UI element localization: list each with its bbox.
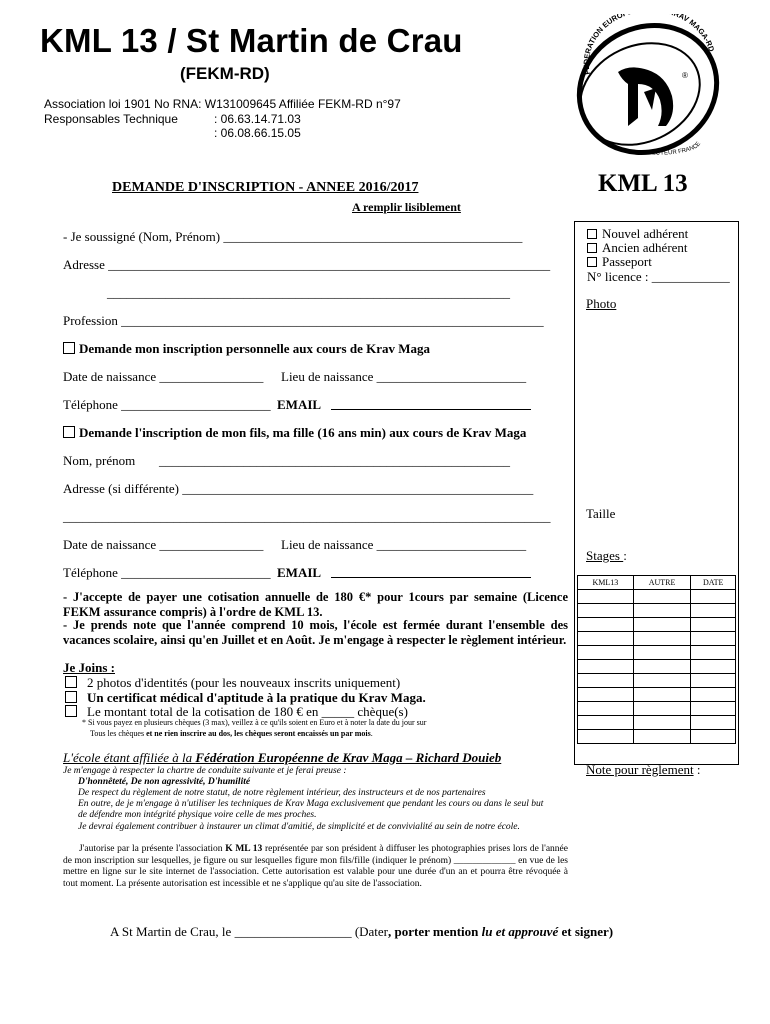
auth-text-c: représentée par son président à diffuser les photographies prises lors de l'année de mon inscription sur lesquelles, je figure ou sur lesquelles figure mon fils/fille (indiquer le prénom) _____________ en vue de les mettre en ligne sur le site internet de l'association. Cette autorisation est valable pour une durée d'un an et pourra être révoquée à tout moment. La présente autorisation est incessible et ne s'applique qu'au site de l'association. — [63, 844, 568, 889]
annee-terms: - Je prends note que l'année comprend 10 mois, l'école est fermée durant l'ensemble des vacances scolaire, ainsi qu'en Juillet et en Août. Je m'engage à respecter le règlement intérieur. — [63, 618, 568, 647]
profession-field[interactable]: Profession _________________________________________________________________ — [63, 313, 544, 328]
logo-sector-text: SECTEUR FRANCE — [647, 141, 703, 157]
registered-mark: ® — [682, 71, 688, 80]
note-reglement-label: Note pour règlement — [586, 762, 694, 777]
ancien-checkbox[interactable] — [587, 243, 597, 253]
demande-perso-label: Demande mon inscription personnelle aux cours de Krav Maga — [79, 341, 430, 356]
stages-colon: : — [623, 548, 627, 563]
taille-label: Taille — [586, 506, 616, 521]
adresse-field-2[interactable]: ______________________________________________________________ — [107, 285, 510, 300]
email-field[interactable] — [331, 409, 531, 410]
telephone-field-2[interactable]: Téléphone _______________________ — [63, 565, 271, 580]
stage-col-kml13: KML13 — [578, 576, 634, 590]
charte-values: D'honnêteté, De non agressivité, D'humilité — [78, 777, 251, 787]
demande-perso-checkbox[interactable] — [63, 342, 75, 354]
nom-prenom-label: Nom, prénom — [63, 453, 136, 468]
table-row — [578, 646, 736, 660]
signature-b: , porter mention — [388, 924, 482, 939]
nouvel-label: Nouvel adhérent — [602, 226, 689, 241]
signature-d: et signer) — [558, 924, 614, 939]
stages-table — [577, 575, 736, 744]
note-reglement-colon: : — [693, 762, 701, 777]
association-info: Association loi 1901 No RNA: W131009645 Affiliée FEKM-RD n°97 — [44, 97, 401, 111]
stage-col-date: DATE — [691, 576, 736, 590]
montant-label: Le montant total de la cotisation de 180 € en _____ chèque(s) — [87, 704, 408, 719]
table-row — [578, 716, 736, 730]
photos-option[interactable] — [65, 675, 400, 691]
nom-prenom-field[interactable]: ______________________________________________________ — [159, 453, 510, 468]
certificat-label: Un certificat médical d'aptitude à la pratique du Krav Maga. — [87, 690, 426, 705]
brand-kml13: KML 13 — [598, 170, 688, 197]
telephone-field[interactable]: Téléphone _______________________ — [63, 397, 271, 412]
email-label: EMAIL — [277, 397, 322, 412]
soussigne-field[interactable]: - Je soussigné (Nom, Prénom) ______________________________________________ — [63, 229, 523, 244]
certificat-checkbox[interactable] — [65, 691, 77, 703]
responsables-label: Responsables Technique — [44, 112, 178, 126]
auth-text-a: J'autorise par la présente l'association — [79, 844, 226, 854]
phone-2: : 06.08.66.15.05 — [214, 126, 301, 140]
phone-1: : 06.63.14.71.03 — [214, 112, 301, 126]
photos-checkbox[interactable] — [65, 676, 77, 688]
adresse-diff-field[interactable]: Adresse (si différente) ______________________________________________________ — [63, 481, 534, 496]
page-subtitle: (FEKM-RD) — [180, 64, 270, 83]
lieu-naissance-field[interactable]: Lieu de naissance _______________________ — [281, 369, 527, 384]
demande-enfant-checkbox[interactable] — [63, 426, 75, 438]
demande-enfant-label: Demande l'inscription de mon fils, ma fille (16 ans min) aux cours de Krav Maga — [79, 425, 527, 440]
table-row — [578, 674, 736, 688]
email-label-2: EMAIL — [277, 565, 322, 580]
logo-arc-text: FEDERATION EURO AV MAGA-RD — [581, 14, 717, 76]
demande-enfant-option[interactable] — [63, 425, 526, 441]
montant-checkbox[interactable] — [65, 705, 77, 717]
fekm-logo — [560, 14, 728, 164]
table-row — [578, 632, 736, 646]
demande-perso-option[interactable] — [63, 341, 430, 357]
licence-field[interactable]: N° licence : ____________ — [587, 269, 730, 284]
table-row — [578, 590, 736, 604]
adresse-diff-field-2[interactable]: ___________________________________________________________________________ — [63, 509, 551, 524]
federation-heading-b: Fédération Européenne de Krav Maga – Richard Douieb — [195, 750, 502, 765]
email-field-2[interactable] — [331, 577, 531, 578]
table-row — [578, 702, 736, 716]
cheque-note-2a: Tous les chèques — [90, 729, 145, 738]
passeport-option[interactable] — [587, 254, 652, 270]
naissance-field-2[interactable]: Date de naissance ________________ — [63, 537, 264, 552]
federation-heading — [63, 750, 501, 766]
table-row — [578, 688, 736, 702]
naissance-field[interactable]: Date de naissance ________________ — [63, 369, 264, 384]
passeport-label: Passeport — [602, 254, 652, 269]
cotisation-terms: - J'accepte de payer une cotisation annuelle de 180 €* pour 1cours par semaine (Licence FEKM assurance compris) à l'ordre de KML 13. — [63, 590, 568, 619]
federation-heading-a: L'école étant affiliée à la — [63, 750, 196, 765]
nouvel-checkbox[interactable] — [587, 229, 597, 239]
signature-a: A St Martin de Crau, le __________________ (Dater — [110, 924, 389, 939]
passeport-checkbox[interactable] — [587, 257, 597, 267]
signature-c: lu et approuvé — [481, 924, 559, 939]
auth-text-b: K ML 13 — [225, 844, 263, 854]
page-title: KML 13 / St Martin de Crau — [40, 22, 463, 59]
charte-intro: Je m'engage à respecter la chartre de conduite suivante et je ferai preuse : — [63, 766, 347, 776]
table-row — [578, 618, 736, 632]
form-title: DEMANDE D'INSCRIPTION - ANNEE 2016/2017 — [112, 180, 419, 195]
charte-techniques: En outre, de je m'engage à n'utiliser les techniques de Krav Maga exclusivement que pendant les cours ou dans le seul but de défendre mon intégrité physique voire celle de mes proches. — [78, 799, 544, 820]
charte-respect: De respect du règlement de notre statut, de notre règlement intérieur, des instructeurs et de nos partenaires — [78, 788, 486, 798]
lieu-naissance-field-2[interactable]: Lieu de naissance _______________________ — [281, 537, 527, 552]
table-row — [578, 730, 736, 744]
signature-line[interactable] — [110, 924, 613, 940]
stages-label: Stages — [586, 548, 624, 563]
table-row — [578, 604, 736, 618]
photos-label: 2 photos d'identités (pour les nouveaux inscrits uniquement) — [87, 675, 401, 690]
table-row — [578, 660, 736, 674]
charte-climat: Je devrai également contribuer à instaurer un climat d'amitié, de simplicité et de convivialité au sein de notre école. — [78, 822, 520, 832]
stage-col-autre: AUTRE — [633, 576, 691, 590]
ancien-label: Ancien adhérent — [602, 240, 688, 255]
adresse-field[interactable]: Adresse ____________________________________________________________________ — [63, 257, 551, 272]
cheque-note-2c: . — [370, 729, 373, 738]
photo-label: Photo — [586, 296, 617, 311]
photo-authorization — [63, 844, 568, 890]
cheque-note-2b: et ne rien inscrire au dos, les chèques seront encaissés un par mois — [144, 729, 371, 738]
joins-heading: Je Joins : — [63, 660, 115, 675]
form-note: A remplir lisiblement — [352, 200, 461, 214]
cheque-note-1: * Si vous payez en plusieurs chèques (3 max), veillez à ce qu'ils soient en Euro et à noter la date du jour sur — [82, 718, 427, 727]
